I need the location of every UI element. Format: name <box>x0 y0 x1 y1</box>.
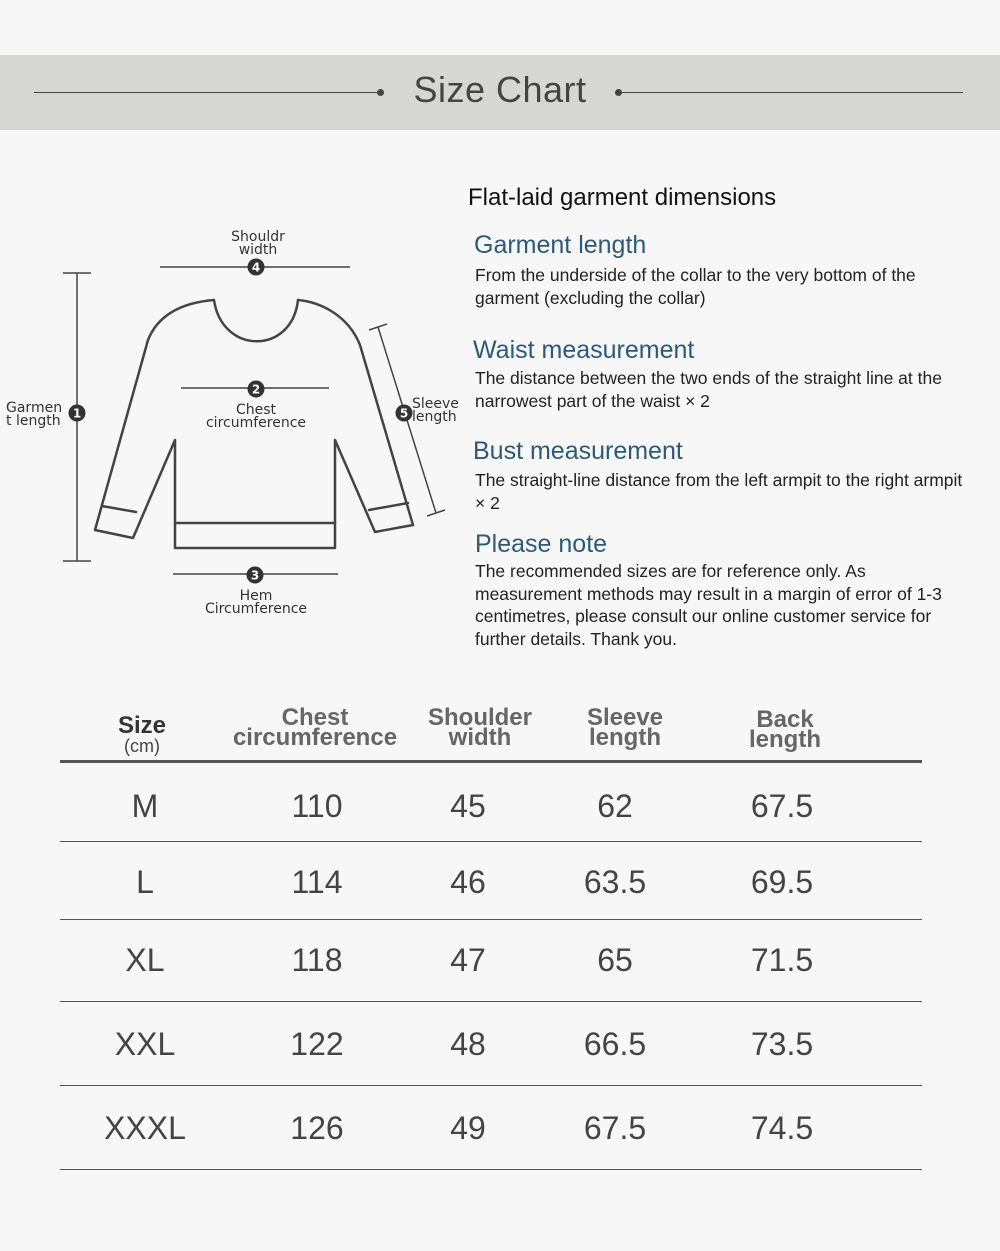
bust-measurement-text: The straight-line distance from the left armpit to the right armpit × 2 <box>475 470 963 513</box>
col-header-sleeve: Sleeve length <box>586 704 664 751</box>
cell-size: XL <box>125 942 165 978</box>
row-divider <box>60 1001 922 1002</box>
col-header-back: Back length <box>749 706 821 753</box>
table-row <box>60 1004 922 1084</box>
table-row <box>60 766 922 846</box>
garment-length-label: Garmen t length <box>6 400 63 429</box>
shoulder-width-label: Shouldr width <box>231 229 285 258</box>
table-bottom-divider <box>60 1169 922 1170</box>
table-row <box>60 842 922 922</box>
table-row <box>60 920 922 1000</box>
cell-sleeve: 66.5 <box>583 1026 647 1062</box>
cell-chest: 110 <box>291 788 343 824</box>
cell-shoulder: 48 <box>450 1026 486 1062</box>
garment-length-title: Garment length <box>474 231 647 259</box>
cell-back: 67.5 <box>750 788 814 824</box>
cell-shoulder: 45 <box>450 788 486 824</box>
cell-size: XXL <box>114 1026 176 1062</box>
cell-chest: 118 <box>291 942 343 978</box>
marker-3-icon <box>246 566 264 584</box>
marker-2-icon <box>247 380 265 398</box>
row-divider <box>60 1085 922 1086</box>
cell-sleeve: 62 <box>597 788 633 824</box>
chest-circumference-label: Chest circumference <box>205 402 307 431</box>
cell-back: 74.5 <box>750 1110 814 1146</box>
svg-text:1: 1 <box>72 406 82 421</box>
cell-shoulder: 49 <box>450 1110 486 1146</box>
svg-text:3: 3 <box>250 568 260 583</box>
cell-sleeve: 65 <box>597 942 633 978</box>
col-header-size: Size (cm) <box>117 712 167 756</box>
page-title: Size Chart <box>413 69 587 110</box>
cell-sleeve: 63.5 <box>583 864 647 900</box>
cell-sleeve: 67.5 <box>583 1110 647 1146</box>
please-note-text: The recommended sizes are for reference only. As measurement methods may result in a margin of error of 1-3 centimetres, please consult our online customer service for further details. Thank you. <box>475 561 942 649</box>
cell-size: XXXL <box>104 1110 186 1146</box>
garment-diagram <box>0 200 470 630</box>
cell-back: 69.5 <box>750 864 814 900</box>
garment-length-text: From the underside of the collar to the very bottom of the garment (excluding the collar) <box>475 265 916 308</box>
col-header-shoulder: Shoulder width <box>427 704 532 751</box>
col-header-chest: Chest circumference <box>232 704 398 751</box>
size-chart-banner <box>0 55 1000 130</box>
cell-shoulder: 47 <box>450 942 486 978</box>
marker-1-icon <box>68 404 86 422</box>
cell-chest: 114 <box>291 864 343 900</box>
cell-back: 73.5 <box>750 1026 814 1062</box>
please-note-title: Please note <box>475 530 608 558</box>
cell-size: M <box>131 788 159 824</box>
svg-text:4: 4 <box>251 260 261 275</box>
svg-text:2: 2 <box>251 382 261 397</box>
sleeve-length-label: Sleeve length <box>412 396 459 425</box>
marker-4-icon <box>247 258 265 276</box>
table-header-divider <box>60 760 922 763</box>
svg-text:5: 5 <box>399 406 409 421</box>
cell-shoulder: 46 <box>450 864 486 900</box>
banner-divider-left <box>34 92 380 93</box>
waist-measurement-title: Waist measurement <box>473 336 695 364</box>
cell-chest: 126 <box>290 1110 344 1146</box>
marker-5-icon <box>395 404 413 422</box>
table-row <box>60 1088 922 1168</box>
banner-divider-right <box>620 92 963 93</box>
banner-dot-left <box>377 89 384 96</box>
cell-chest: 122 <box>290 1026 344 1062</box>
waist-measurement-text: The distance between the two ends of the straight line at the narrowest part of the waist × 2 <box>475 368 942 411</box>
guide-heading: Flat-laid garment dimensions <box>468 184 777 211</box>
bust-measurement-title: Bust measurement <box>473 437 683 465</box>
cell-back: 71.5 <box>750 942 814 978</box>
hem-circumference-label: Hem Circumference <box>204 588 308 617</box>
cell-size: L <box>136 864 154 900</box>
